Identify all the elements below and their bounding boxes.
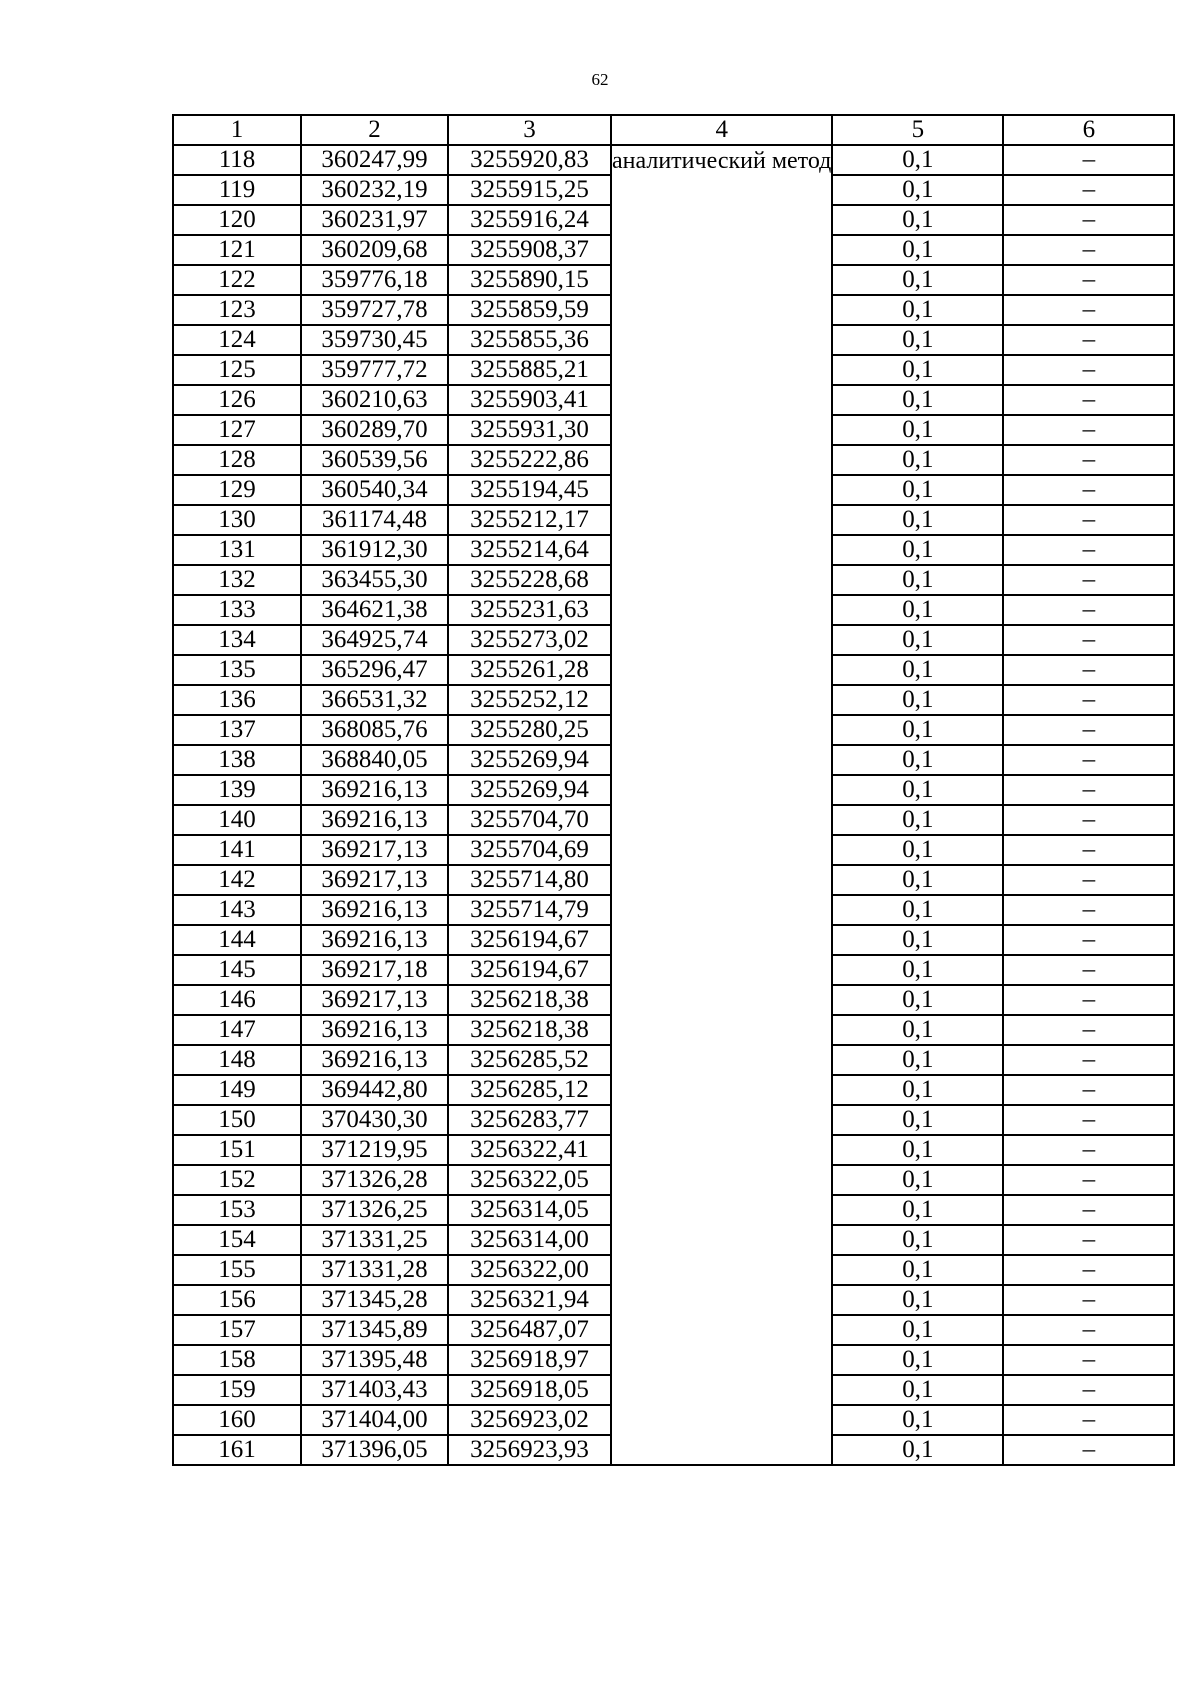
point-number: 139 — [173, 775, 301, 805]
x-coordinate: 360232,19 — [301, 175, 448, 205]
y-coordinate: 3256314,00 — [448, 1225, 611, 1255]
x-coordinate: 369216,13 — [301, 925, 448, 955]
point-number: 121 — [173, 235, 301, 265]
accuracy-value: 0,1 — [832, 475, 1003, 505]
y-coordinate: 3255931,30 — [448, 415, 611, 445]
x-coordinate: 361912,30 — [301, 535, 448, 565]
accuracy-value: 0,1 — [832, 265, 1003, 295]
accuracy-value: 0,1 — [832, 1045, 1003, 1075]
accuracy-value: 0,1 — [832, 1375, 1003, 1405]
note-value: – — [1003, 925, 1174, 955]
accuracy-value: 0,1 — [832, 565, 1003, 595]
x-coordinate: 364925,74 — [301, 625, 448, 655]
y-coordinate: 3256218,38 — [448, 1015, 611, 1045]
note-value: – — [1003, 1105, 1174, 1135]
accuracy-value: 0,1 — [832, 145, 1003, 175]
y-coordinate: 3255890,15 — [448, 265, 611, 295]
y-coordinate: 3255280,25 — [448, 715, 611, 745]
note-value: – — [1003, 625, 1174, 655]
point-number: 128 — [173, 445, 301, 475]
accuracy-value: 0,1 — [832, 445, 1003, 475]
y-coordinate: 3256923,93 — [448, 1435, 611, 1465]
accuracy-value: 0,1 — [832, 865, 1003, 895]
accuracy-value: 0,1 — [832, 205, 1003, 235]
x-coordinate: 371396,05 — [301, 1435, 448, 1465]
point-number: 146 — [173, 985, 301, 1015]
note-value: – — [1003, 655, 1174, 685]
note-value: – — [1003, 535, 1174, 565]
accuracy-value: 0,1 — [832, 685, 1003, 715]
x-coordinate: 360231,97 — [301, 205, 448, 235]
x-coordinate: 370430,30 — [301, 1105, 448, 1135]
x-coordinate: 371219,95 — [301, 1135, 448, 1165]
y-coordinate: 3255885,21 — [448, 355, 611, 385]
x-coordinate: 371345,28 — [301, 1285, 448, 1315]
note-value: – — [1003, 505, 1174, 535]
y-coordinate: 3255231,63 — [448, 595, 611, 625]
note-value: – — [1003, 145, 1174, 175]
x-coordinate: 369216,13 — [301, 1015, 448, 1045]
note-value: – — [1003, 175, 1174, 205]
point-number: 131 — [173, 535, 301, 565]
x-coordinate: 359727,78 — [301, 295, 448, 325]
note-value: – — [1003, 1255, 1174, 1285]
y-coordinate: 3256285,52 — [448, 1045, 611, 1075]
x-coordinate: 371345,89 — [301, 1315, 448, 1345]
note-value: – — [1003, 1345, 1174, 1375]
x-coordinate: 359730,45 — [301, 325, 448, 355]
point-number: 137 — [173, 715, 301, 745]
note-value: – — [1003, 325, 1174, 355]
y-coordinate: 3256283,77 — [448, 1105, 611, 1135]
point-number: 157 — [173, 1315, 301, 1345]
point-number: 120 — [173, 205, 301, 235]
note-value: – — [1003, 355, 1174, 385]
point-number: 151 — [173, 1135, 301, 1165]
x-coordinate: 368085,76 — [301, 715, 448, 745]
x-coordinate: 369217,13 — [301, 835, 448, 865]
column-header: 3 — [448, 115, 611, 145]
x-coordinate: 363455,30 — [301, 565, 448, 595]
y-coordinate: 3255916,24 — [448, 205, 611, 235]
x-coordinate: 371403,43 — [301, 1375, 448, 1405]
x-coordinate: 360209,68 — [301, 235, 448, 265]
point-number: 152 — [173, 1165, 301, 1195]
note-value: – — [1003, 1045, 1174, 1075]
note-value: – — [1003, 685, 1174, 715]
note-value: – — [1003, 295, 1174, 325]
point-number: 161 — [173, 1435, 301, 1465]
accuracy-value: 0,1 — [832, 1105, 1003, 1135]
y-coordinate: 3256918,05 — [448, 1375, 611, 1405]
note-value: – — [1003, 1195, 1174, 1225]
y-coordinate: 3255269,94 — [448, 775, 611, 805]
accuracy-value: 0,1 — [832, 415, 1003, 445]
accuracy-value: 0,1 — [832, 325, 1003, 355]
note-value: – — [1003, 415, 1174, 445]
x-coordinate: 366531,32 — [301, 685, 448, 715]
point-number: 155 — [173, 1255, 301, 1285]
x-coordinate: 360247,99 — [301, 145, 448, 175]
point-number: 153 — [173, 1195, 301, 1225]
note-value: – — [1003, 1225, 1174, 1255]
y-coordinate: 3256194,67 — [448, 955, 611, 985]
point-number: 122 — [173, 265, 301, 295]
accuracy-value: 0,1 — [832, 295, 1003, 325]
coordinates-table — [172, 114, 1175, 1466]
column-header: 4 — [611, 115, 832, 145]
accuracy-value: 0,1 — [832, 1435, 1003, 1465]
x-coordinate: 369216,13 — [301, 1045, 448, 1075]
accuracy-value: 0,1 — [832, 1405, 1003, 1435]
y-coordinate: 3256194,67 — [448, 925, 611, 955]
note-value: – — [1003, 1405, 1174, 1435]
point-number: 118 — [173, 145, 301, 175]
y-coordinate: 3255269,94 — [448, 745, 611, 775]
y-coordinate: 3255903,41 — [448, 385, 611, 415]
x-coordinate: 369217,18 — [301, 955, 448, 985]
y-coordinate: 3256322,05 — [448, 1165, 611, 1195]
point-number: 158 — [173, 1345, 301, 1375]
column-header: 1 — [173, 115, 301, 145]
y-coordinate: 3256923,02 — [448, 1405, 611, 1435]
x-coordinate: 360540,34 — [301, 475, 448, 505]
point-number: 119 — [173, 175, 301, 205]
point-number: 150 — [173, 1105, 301, 1135]
y-coordinate: 3256322,41 — [448, 1135, 611, 1165]
accuracy-value: 0,1 — [832, 955, 1003, 985]
accuracy-value: 0,1 — [832, 505, 1003, 535]
note-value: – — [1003, 745, 1174, 775]
y-coordinate: 3256314,05 — [448, 1195, 611, 1225]
accuracy-value: 0,1 — [832, 925, 1003, 955]
accuracy-value: 0,1 — [832, 1255, 1003, 1285]
note-value: – — [1003, 1135, 1174, 1165]
point-number: 135 — [173, 655, 301, 685]
x-coordinate: 371395,48 — [301, 1345, 448, 1375]
y-coordinate: 3256321,94 — [448, 1285, 611, 1315]
point-number: 145 — [173, 955, 301, 985]
y-coordinate: 3255194,45 — [448, 475, 611, 505]
x-coordinate: 371326,25 — [301, 1195, 448, 1225]
y-coordinate: 3255908,37 — [448, 235, 611, 265]
x-coordinate: 371326,28 — [301, 1165, 448, 1195]
note-value: – — [1003, 1075, 1174, 1105]
point-number: 129 — [173, 475, 301, 505]
point-number: 142 — [173, 865, 301, 895]
note-value: – — [1003, 775, 1174, 805]
x-coordinate: 371331,25 — [301, 1225, 448, 1255]
y-coordinate: 3255859,59 — [448, 295, 611, 325]
table-row — [173, 145, 1174, 175]
x-coordinate: 360289,70 — [301, 415, 448, 445]
point-number: 140 — [173, 805, 301, 835]
point-number: 149 — [173, 1075, 301, 1105]
note-value: – — [1003, 895, 1174, 925]
point-number: 123 — [173, 295, 301, 325]
x-coordinate: 365296,47 — [301, 655, 448, 685]
method-cell: аналитический метод — [611, 145, 832, 1465]
accuracy-value: 0,1 — [832, 1015, 1003, 1045]
accuracy-value: 0,1 — [832, 1135, 1003, 1165]
y-coordinate: 3255214,64 — [448, 535, 611, 565]
y-coordinate: 3255714,79 — [448, 895, 611, 925]
y-coordinate: 3256487,07 — [448, 1315, 611, 1345]
point-number: 127 — [173, 415, 301, 445]
y-coordinate: 3255228,68 — [448, 565, 611, 595]
y-coordinate: 3255704,70 — [448, 805, 611, 835]
point-number: 160 — [173, 1405, 301, 1435]
y-coordinate: 3255704,69 — [448, 835, 611, 865]
x-coordinate: 369216,13 — [301, 895, 448, 925]
note-value: – — [1003, 865, 1174, 895]
note-value: – — [1003, 835, 1174, 865]
accuracy-value: 0,1 — [832, 595, 1003, 625]
point-number: 138 — [173, 745, 301, 775]
point-number: 159 — [173, 1375, 301, 1405]
y-coordinate: 3255212,17 — [448, 505, 611, 535]
x-coordinate: 359777,72 — [301, 355, 448, 385]
x-coordinate: 369217,13 — [301, 985, 448, 1015]
x-coordinate: 368840,05 — [301, 745, 448, 775]
y-coordinate: 3256218,38 — [448, 985, 611, 1015]
note-value: – — [1003, 385, 1174, 415]
column-header: 5 — [832, 115, 1003, 145]
column-header: 6 — [1003, 115, 1174, 145]
note-value: – — [1003, 265, 1174, 295]
point-number: 147 — [173, 1015, 301, 1045]
accuracy-value: 0,1 — [832, 835, 1003, 865]
note-value: – — [1003, 1375, 1174, 1405]
point-number: 133 — [173, 595, 301, 625]
y-coordinate: 3256918,97 — [448, 1345, 611, 1375]
x-coordinate: 360539,56 — [301, 445, 448, 475]
note-value: – — [1003, 1165, 1174, 1195]
page-number: 62 — [591, 70, 609, 89]
note-value: – — [1003, 715, 1174, 745]
y-coordinate: 3255915,25 — [448, 175, 611, 205]
point-number: 136 — [173, 685, 301, 715]
point-number: 134 — [173, 625, 301, 655]
accuracy-value: 0,1 — [832, 1345, 1003, 1375]
y-coordinate: 3255261,28 — [448, 655, 611, 685]
x-coordinate: 369217,13 — [301, 865, 448, 895]
y-coordinate: 3255855,36 — [448, 325, 611, 355]
column-header: 2 — [301, 115, 448, 145]
note-value: – — [1003, 1285, 1174, 1315]
y-coordinate: 3255714,80 — [448, 865, 611, 895]
point-number: 124 — [173, 325, 301, 355]
x-coordinate: 369442,80 — [301, 1075, 448, 1105]
point-number: 125 — [173, 355, 301, 385]
note-value: – — [1003, 1015, 1174, 1045]
accuracy-value: 0,1 — [832, 985, 1003, 1015]
accuracy-value: 0,1 — [832, 625, 1003, 655]
accuracy-value: 0,1 — [832, 745, 1003, 775]
note-value: – — [1003, 985, 1174, 1015]
x-coordinate: 360210,63 — [301, 385, 448, 415]
x-coordinate: 364621,38 — [301, 595, 448, 625]
note-value: – — [1003, 1315, 1174, 1345]
accuracy-value: 0,1 — [832, 1225, 1003, 1255]
accuracy-value: 0,1 — [832, 775, 1003, 805]
accuracy-value: 0,1 — [832, 1165, 1003, 1195]
point-number: 148 — [173, 1045, 301, 1075]
accuracy-value: 0,1 — [832, 535, 1003, 565]
table-header-row — [173, 115, 1174, 145]
x-coordinate: 369216,13 — [301, 805, 448, 835]
point-number: 141 — [173, 835, 301, 865]
y-coordinate: 3256285,12 — [448, 1075, 611, 1105]
accuracy-value: 0,1 — [832, 385, 1003, 415]
point-number: 126 — [173, 385, 301, 415]
x-coordinate: 359776,18 — [301, 265, 448, 295]
note-value: – — [1003, 475, 1174, 505]
note-value: – — [1003, 1435, 1174, 1465]
accuracy-value: 0,1 — [832, 805, 1003, 835]
y-coordinate: 3255920,83 — [448, 145, 611, 175]
y-coordinate: 3255273,02 — [448, 625, 611, 655]
note-value: – — [1003, 595, 1174, 625]
x-coordinate: 371404,00 — [301, 1405, 448, 1435]
note-value: – — [1003, 955, 1174, 985]
note-value: – — [1003, 805, 1174, 835]
y-coordinate: 3255252,12 — [448, 685, 611, 715]
point-number: 156 — [173, 1285, 301, 1315]
point-number: 130 — [173, 505, 301, 535]
accuracy-value: 0,1 — [832, 1315, 1003, 1345]
x-coordinate: 361174,48 — [301, 505, 448, 535]
accuracy-value: 0,1 — [832, 1195, 1003, 1225]
x-coordinate: 369216,13 — [301, 775, 448, 805]
accuracy-value: 0,1 — [832, 715, 1003, 745]
y-coordinate: 3256322,00 — [448, 1255, 611, 1285]
note-value: – — [1003, 445, 1174, 475]
accuracy-value: 0,1 — [832, 1075, 1003, 1105]
accuracy-value: 0,1 — [832, 235, 1003, 265]
point-number: 154 — [173, 1225, 301, 1255]
accuracy-value: 0,1 — [832, 175, 1003, 205]
note-value: – — [1003, 235, 1174, 265]
point-number: 132 — [173, 565, 301, 595]
accuracy-value: 0,1 — [832, 355, 1003, 385]
x-coordinate: 371331,28 — [301, 1255, 448, 1285]
accuracy-value: 0,1 — [832, 1285, 1003, 1315]
accuracy-value: 0,1 — [832, 895, 1003, 925]
y-coordinate: 3255222,86 — [448, 445, 611, 475]
accuracy-value: 0,1 — [832, 655, 1003, 685]
point-number: 143 — [173, 895, 301, 925]
note-value: – — [1003, 205, 1174, 235]
note-value: – — [1003, 565, 1174, 595]
point-number: 144 — [173, 925, 301, 955]
